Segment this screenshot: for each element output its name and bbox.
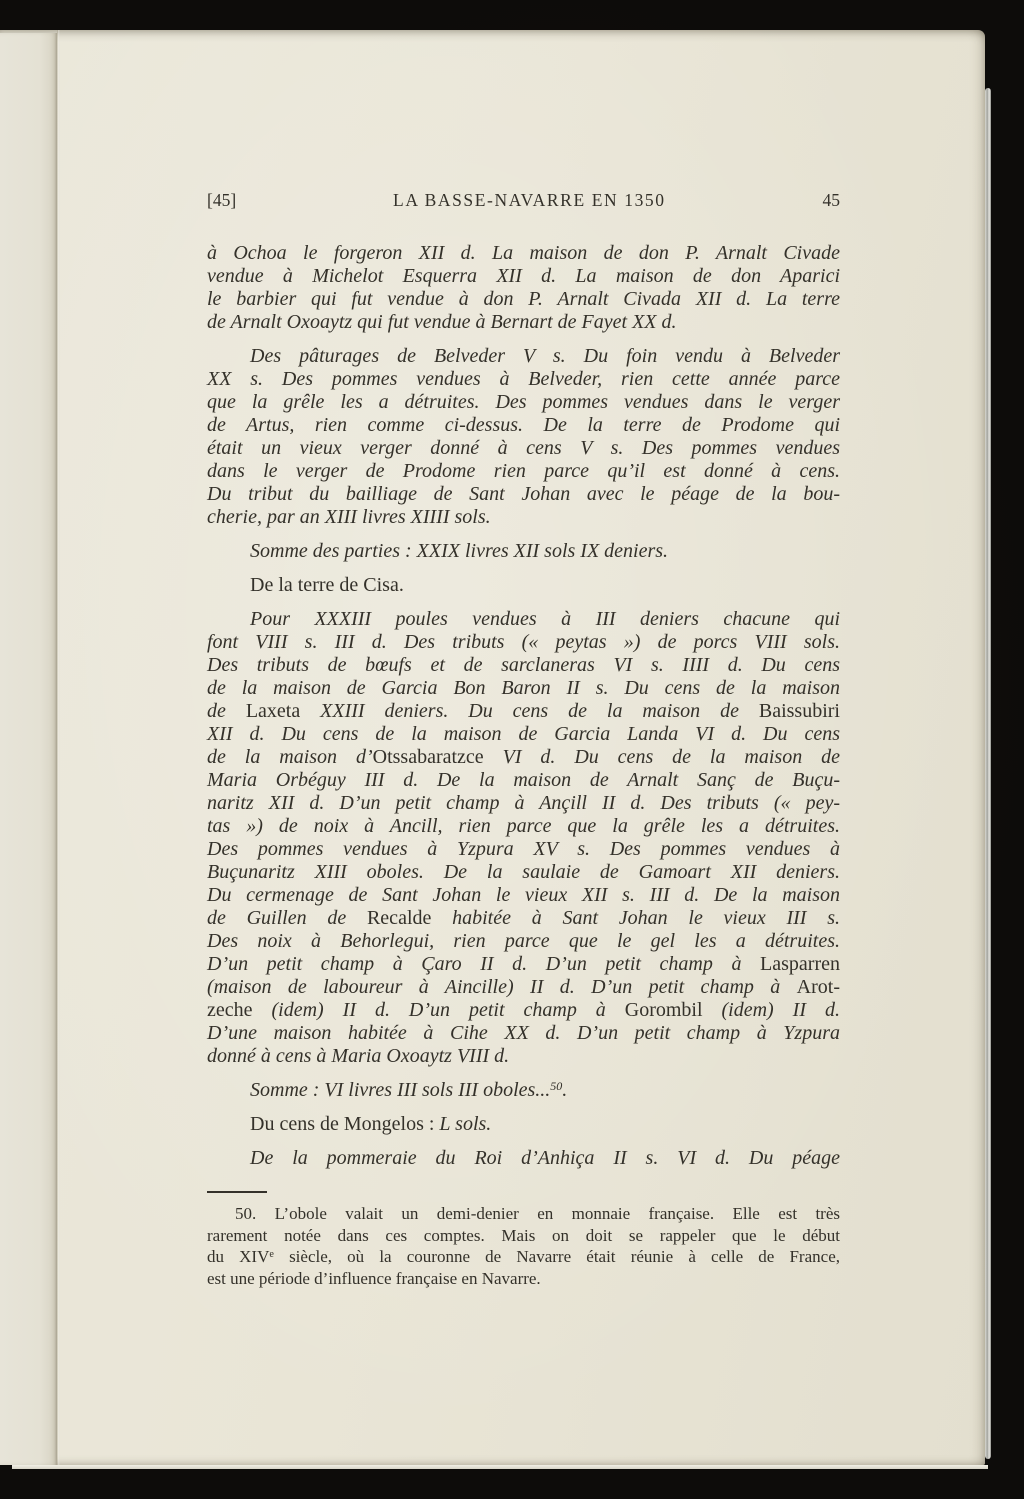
text-line — [207, 631, 840, 654]
text-segment: était un vieux verger donné à cens V s. Des pommes vendues — [207, 437, 840, 459]
text-segment: De la terre de Cisa. — [250, 574, 404, 596]
text-segment: de la maison de Garcia Bon Baron II s. Du cens de la maison — [207, 677, 840, 699]
text-line — [207, 391, 840, 414]
text-segment: Buçunaritz XIII oboles. De la saulaie de Gamoart XII deniers. — [207, 861, 840, 883]
text-line — [207, 884, 840, 907]
text-line — [207, 265, 840, 288]
upright-name-segment: Lasparren — [760, 953, 840, 975]
text-line — [207, 976, 840, 999]
text-segment: à Ochoa le forgeron XII d. La maison de don P. Arnalt Civade — [207, 242, 840, 264]
text-segment: le barbier qui fut vendue à don P. Arnalt Civada XII d. La terre — [207, 288, 840, 310]
text-segment: Du cermenage de Sant Johan le vieux XII s. III d. De la maison — [207, 884, 840, 906]
upright-name-segment: Baissubiri — [758, 700, 840, 722]
text-line — [207, 769, 840, 792]
text-segment: Des pommes vendues à Yzpura XV s. Des pommes vendues à — [207, 838, 840, 860]
superscript-reference: 50 — [550, 1079, 563, 1093]
text-line — [207, 506, 840, 529]
text-segment: de la maison d’ — [207, 746, 373, 768]
page-number: 45 — [822, 190, 840, 210]
text-line — [207, 654, 840, 677]
text-segment: habitée à Sant Johan le vieux III s. — [431, 907, 840, 929]
text-line — [207, 574, 840, 597]
paragraph — [207, 1113, 840, 1136]
text-line — [207, 700, 840, 723]
text-line — [207, 1147, 840, 1170]
text-line — [207, 311, 840, 334]
upright-name-segment: Laxeta — [245, 700, 301, 722]
text-segment: dans le verger de Prodome rien parce qu’il est donné à cens. — [207, 460, 840, 482]
running-header — [207, 190, 840, 211]
text-line — [207, 792, 840, 815]
text-line — [207, 953, 840, 976]
footnote-paragraph — [207, 1203, 840, 1289]
text-segment: Somme des parties : XXIX livres XII sols IX deniers. — [250, 540, 669, 562]
text-line — [207, 815, 840, 838]
text-line — [207, 999, 840, 1022]
text-segment: Du cens de Mongelos : — [250, 1113, 440, 1135]
text-segment: que la grêle les a détruites. Des pommes vendues dans le verger — [207, 391, 840, 413]
text-line — [207, 1246, 840, 1268]
text-line — [207, 414, 840, 437]
text-line — [207, 907, 840, 930]
paragraph — [207, 574, 840, 597]
text-line — [207, 540, 840, 563]
footnote-rule — [207, 1191, 267, 1193]
text-segment: de Artus, rien comme ci-dessus. De la terre de Prodome qui — [207, 414, 840, 436]
page-gutter-edge — [0, 33, 57, 1465]
text-segment: de Guillen de — [207, 907, 367, 929]
text-segment: Des pâturages de Belveder V s. Du foin vendu à Belveder — [250, 345, 840, 367]
paragraph — [207, 242, 840, 334]
upright-name-segment: Recalde — [366, 907, 432, 929]
text-line — [207, 437, 840, 460]
text-line — [207, 861, 840, 884]
text-line — [207, 930, 840, 953]
text-line — [207, 368, 840, 391]
text-segment: tas ») de noix à Ancill, rien parce que la grêle les a détruites. — [207, 815, 840, 837]
page-bottom-edge — [12, 1465, 988, 1469]
text-line — [207, 1022, 840, 1045]
paragraph — [207, 540, 840, 563]
margin-folio: [45] — [207, 190, 237, 210]
gutter-crease — [57, 30, 60, 1465]
text-line — [207, 723, 840, 746]
text-segment: Pour XXXIII poules vendues à III deniers chacune qui — [250, 608, 840, 630]
text-segment: D’un petit champ à Çaro II d. D’un petit champ à — [207, 953, 761, 975]
text-segment: est une période d’influence française en Navarre. — [207, 1268, 541, 1288]
text-segment: de Arnalt Oxoaytz qui fut vendue à Bernart de Fayet XX d. — [207, 311, 677, 333]
text-segment: XX s. Des pommes vendues à Belveder, rien cette année parce — [207, 368, 840, 390]
text-segment: naritz XII d. D’un petit champ à Ançill II d. Des tributs (« pey- — [207, 792, 840, 814]
upright-name-segment: Arot- — [796, 976, 840, 998]
text-line — [207, 746, 840, 769]
running-title: LA BASSE-NAVARRE EN 1350 — [393, 190, 666, 210]
text-block — [207, 242, 840, 1289]
text-segment: Du tribut du bailliage de Sant Johan avec le péage de la bou- — [207, 483, 840, 505]
text-segment: Somme : VI livres III sols III oboles...$^{50}$. — [250, 1079, 568, 1101]
text-line — [207, 838, 840, 861]
upright-name-segment: zeche — [207, 999, 253, 1021]
text-segment: De la pommeraie du Roi d’Anhiça II s. VI d. Du péage — [250, 1147, 840, 1169]
paragraph — [207, 1079, 840, 1102]
text-line — [207, 1268, 840, 1290]
text-segment: (idem) II d. D’un petit champ à — [252, 999, 625, 1021]
text-segment: de — [207, 700, 246, 722]
text-line — [207, 288, 840, 311]
text-segment: rarement notée dans ces comptes. Mais on doit se rappeler que le début — [207, 1225, 840, 1245]
text-line — [207, 1225, 840, 1247]
upright-name-segment: L sols. — [439, 1113, 492, 1135]
text-segment: vendue à Michelot Esquerra XII d. La maison de don Aparici — [207, 265, 840, 287]
text-segment: 50. L’obole valait un demi-denier en monnaie française. Elle est très — [235, 1204, 840, 1223]
text-segment: XXIII deniers. Du cens de la maison de — [300, 700, 759, 722]
text-line — [207, 483, 840, 506]
book-page — [0, 30, 985, 1465]
text-line — [207, 345, 840, 368]
text-segment: du XIVe siècle, où la couronne de Navarre était réunie à celle de France, — [207, 1247, 840, 1266]
text-line — [207, 677, 840, 700]
superscript-reference: e — [269, 1248, 274, 1260]
text-segment: Des tributs de bœufs et de sarclaneras VI s. IIII d. Du cens — [207, 654, 840, 676]
text-line — [207, 1045, 840, 1068]
page-right-edge — [985, 88, 991, 1459]
text-segment: XII d. Du cens de la maison de Garcia Landa VI d. Du cens — [207, 723, 840, 745]
paragraph — [207, 345, 840, 529]
text-segment: Des noix à Behorlegui, rien parce que le gel les a détruites. — [207, 930, 840, 952]
text-line — [207, 608, 840, 631]
text-segment: (idem) II d. — [702, 999, 840, 1021]
text-segment: (maison de laboureur à Aincille) II d. D’un petit champ à — [207, 976, 797, 998]
text-segment: cherie, par an XIII livres XIIII sols. — [207, 506, 491, 528]
text-segment: Maria Orbéguy III d. De la maison de Arnalt Sanç de Buçu- — [207, 769, 840, 791]
text-line — [207, 242, 840, 265]
paragraph — [207, 608, 840, 1068]
text-line — [207, 1113, 840, 1136]
paragraph — [207, 1147, 840, 1170]
text-line — [207, 1079, 840, 1102]
text-segment: font VIII s. III d. Des tributs (« peytas ») de porcs VIII sols. — [207, 631, 840, 653]
footnote-block — [207, 1191, 840, 1289]
text-line — [207, 1203, 840, 1225]
upright-name-segment: Otssabaratzce — [372, 746, 484, 768]
text-segment: D’une maison habitée à Cihe XX d. D’un petit champ à Yzpura — [207, 1022, 840, 1044]
text-segment: VI d. Du cens de la maison de — [483, 746, 840, 768]
upright-name-segment: Gorombil — [624, 999, 703, 1021]
text-line — [207, 460, 840, 483]
text-segment: donné à cens à Maria Oxoaytz VIII d. — [207, 1045, 510, 1067]
